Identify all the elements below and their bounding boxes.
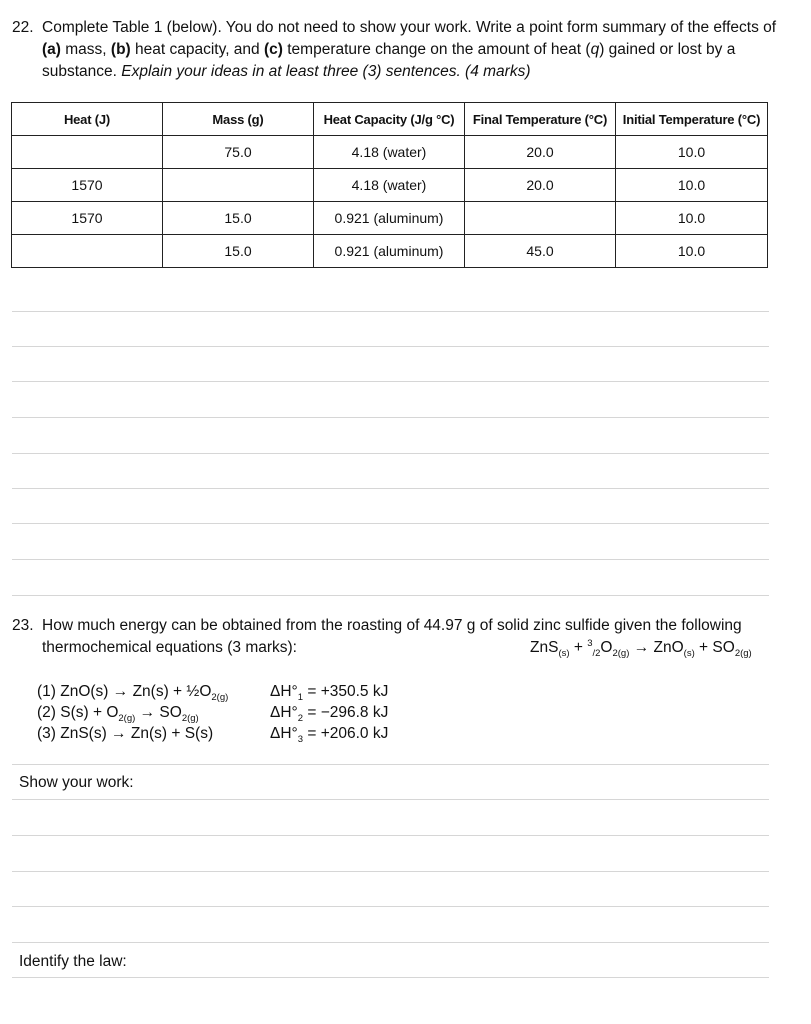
- show-work-label: Show your work:: [19, 774, 134, 791]
- enthalpy-value: = +206.0 kJ: [303, 725, 389, 742]
- answer-line[interactable]: [12, 799, 769, 800]
- state-subscript: 2(g): [181, 713, 199, 725]
- header-mass: Mass (g): [163, 103, 314, 136]
- cell-heat: 1570: [12, 169, 163, 202]
- equation-text: → SO: [135, 704, 182, 721]
- thermochemical-equations: [37, 681, 228, 744]
- enthalpy-3: [270, 723, 388, 744]
- answer-line[interactable]: [12, 942, 769, 943]
- state-subscript: 2(g): [211, 692, 229, 704]
- cell-heat-capacity: 4.18 (water): [314, 136, 465, 169]
- cell-initial-temperature: 10.0: [616, 136, 768, 169]
- answer-line[interactable]: [12, 595, 769, 596]
- cell-final-temperature: 20.0: [465, 169, 616, 202]
- subscript: 1: [297, 692, 304, 704]
- header-heat-capacity: Heat Capacity (J/g °C): [314, 103, 465, 136]
- question-22-text: [42, 17, 782, 83]
- text-segment: heat capacity, and: [130, 41, 264, 58]
- table-1: [11, 102, 768, 268]
- formula: SO: [712, 639, 735, 656]
- question-22: [12, 17, 782, 83]
- identify-law-label: Identify the law:: [19, 953, 127, 970]
- state-subscript: (s): [558, 648, 570, 660]
- table-row: [12, 169, 768, 202]
- plus-sign: +: [569, 639, 588, 656]
- delta-h: ΔH°: [270, 704, 298, 721]
- cell-final-temperature: 45.0: [465, 235, 616, 268]
- answer-line[interactable]: [12, 453, 769, 454]
- table-row: [12, 202, 768, 235]
- cell-mass: 75.0: [163, 136, 314, 169]
- text-segment: Complete Table 1 (below). You do not need to show your work. Write a point form summary of the effects of: [42, 19, 777, 36]
- cell-heat: 1570: [12, 202, 163, 235]
- equation-1: [37, 681, 228, 702]
- equation-text: (3) ZnS(s) → Zn(s) + S(s): [37, 725, 214, 742]
- cell-heat[interactable]: [12, 235, 163, 268]
- cell-mass: 15.0: [163, 202, 314, 235]
- cell-final-temperature[interactable]: [465, 202, 616, 235]
- coefficient-numerator: 3: [587, 637, 593, 649]
- variable-q: q: [590, 41, 600, 58]
- delta-h: ΔH°: [270, 725, 298, 742]
- formula: O: [600, 639, 613, 656]
- subscript: 3: [297, 734, 304, 746]
- table-header-row: [12, 103, 768, 136]
- answer-line[interactable]: [12, 417, 769, 418]
- coefficient-denominator: /2: [592, 648, 601, 660]
- table-row: [12, 235, 768, 268]
- enthalpy-1: [270, 681, 388, 702]
- equation-text: (1) ZnO(s) → Zn(s) + ½O: [37, 683, 212, 700]
- state-subscript: (s): [683, 648, 695, 660]
- reaction-arrow: →: [629, 639, 654, 656]
- text-segment: mass,: [60, 41, 111, 58]
- cell-mass[interactable]: [163, 169, 314, 202]
- answer-line[interactable]: [12, 559, 769, 560]
- enthalpy-values: [270, 681, 388, 744]
- answer-line[interactable]: [12, 835, 769, 836]
- answer-line[interactable]: [12, 381, 769, 382]
- text-segment: temperature change on the amount of heat (: [282, 41, 591, 58]
- answer-line[interactable]: [12, 871, 769, 872]
- enthalpy-value: = −296.8 kJ: [303, 704, 389, 721]
- header-final-temperature: Final Temperature (°C): [465, 103, 616, 136]
- label-c: (c): [263, 41, 283, 58]
- formula: ZnO: [653, 639, 684, 656]
- answer-line[interactable]: [12, 906, 769, 907]
- header-initial-temperature: Initial Temperature (°C): [616, 103, 768, 136]
- equation-3: [37, 723, 228, 744]
- enthalpy-value: = +350.5 kJ: [303, 683, 389, 700]
- answer-line[interactable]: [12, 488, 769, 489]
- cell-heat-capacity: 0.921 (aluminum): [314, 202, 465, 235]
- cell-initial-temperature: 10.0: [616, 202, 768, 235]
- question-number: 22.: [12, 19, 34, 36]
- plus-sign: +: [694, 639, 713, 656]
- answer-line[interactable]: [12, 346, 769, 347]
- question-23-text: How much energy can be obtained from the roasting of 44.97 g of solid zinc sulfide given the following thermochemical equations (3 marks):: [42, 617, 742, 656]
- formula: ZnS: [530, 639, 559, 656]
- cell-final-temperature: 20.0: [465, 136, 616, 169]
- subscript: 2: [297, 713, 304, 725]
- answer-line[interactable]: [12, 977, 769, 978]
- overall-equation: [530, 637, 752, 659]
- equation-text: (2) S(s) + O: [37, 704, 119, 721]
- label-b: (b): [110, 41, 131, 58]
- cell-mass: 15.0: [163, 235, 314, 268]
- enthalpy-2: [270, 702, 388, 723]
- text-segment: ) gained or lost by a substance.: [42, 41, 736, 80]
- cell-heat-capacity: 4.18 (water): [314, 169, 465, 202]
- header-heat: Heat (J): [12, 103, 163, 136]
- state-subscript: 2(g): [118, 713, 136, 725]
- question-number: 23.: [12, 617, 34, 634]
- cell-heat-capacity: 0.921 (aluminum): [314, 235, 465, 268]
- instruction-text: Explain your ideas in at least three (3) sentences. (4 marks): [121, 63, 531, 80]
- label-a: (a): [42, 41, 61, 58]
- equation-2: [37, 702, 228, 723]
- table-row: [12, 136, 768, 169]
- answer-line[interactable]: [12, 523, 769, 524]
- answer-line[interactable]: [12, 311, 769, 312]
- cell-heat[interactable]: [12, 136, 163, 169]
- cell-initial-temperature: 10.0: [616, 235, 768, 268]
- state-subscript: 2(g): [734, 648, 752, 660]
- cell-initial-temperature: 10.0: [616, 169, 768, 202]
- answer-line[interactable]: [12, 764, 769, 765]
- state-subscript: 2(g): [612, 648, 630, 660]
- delta-h: ΔH°: [270, 683, 298, 700]
